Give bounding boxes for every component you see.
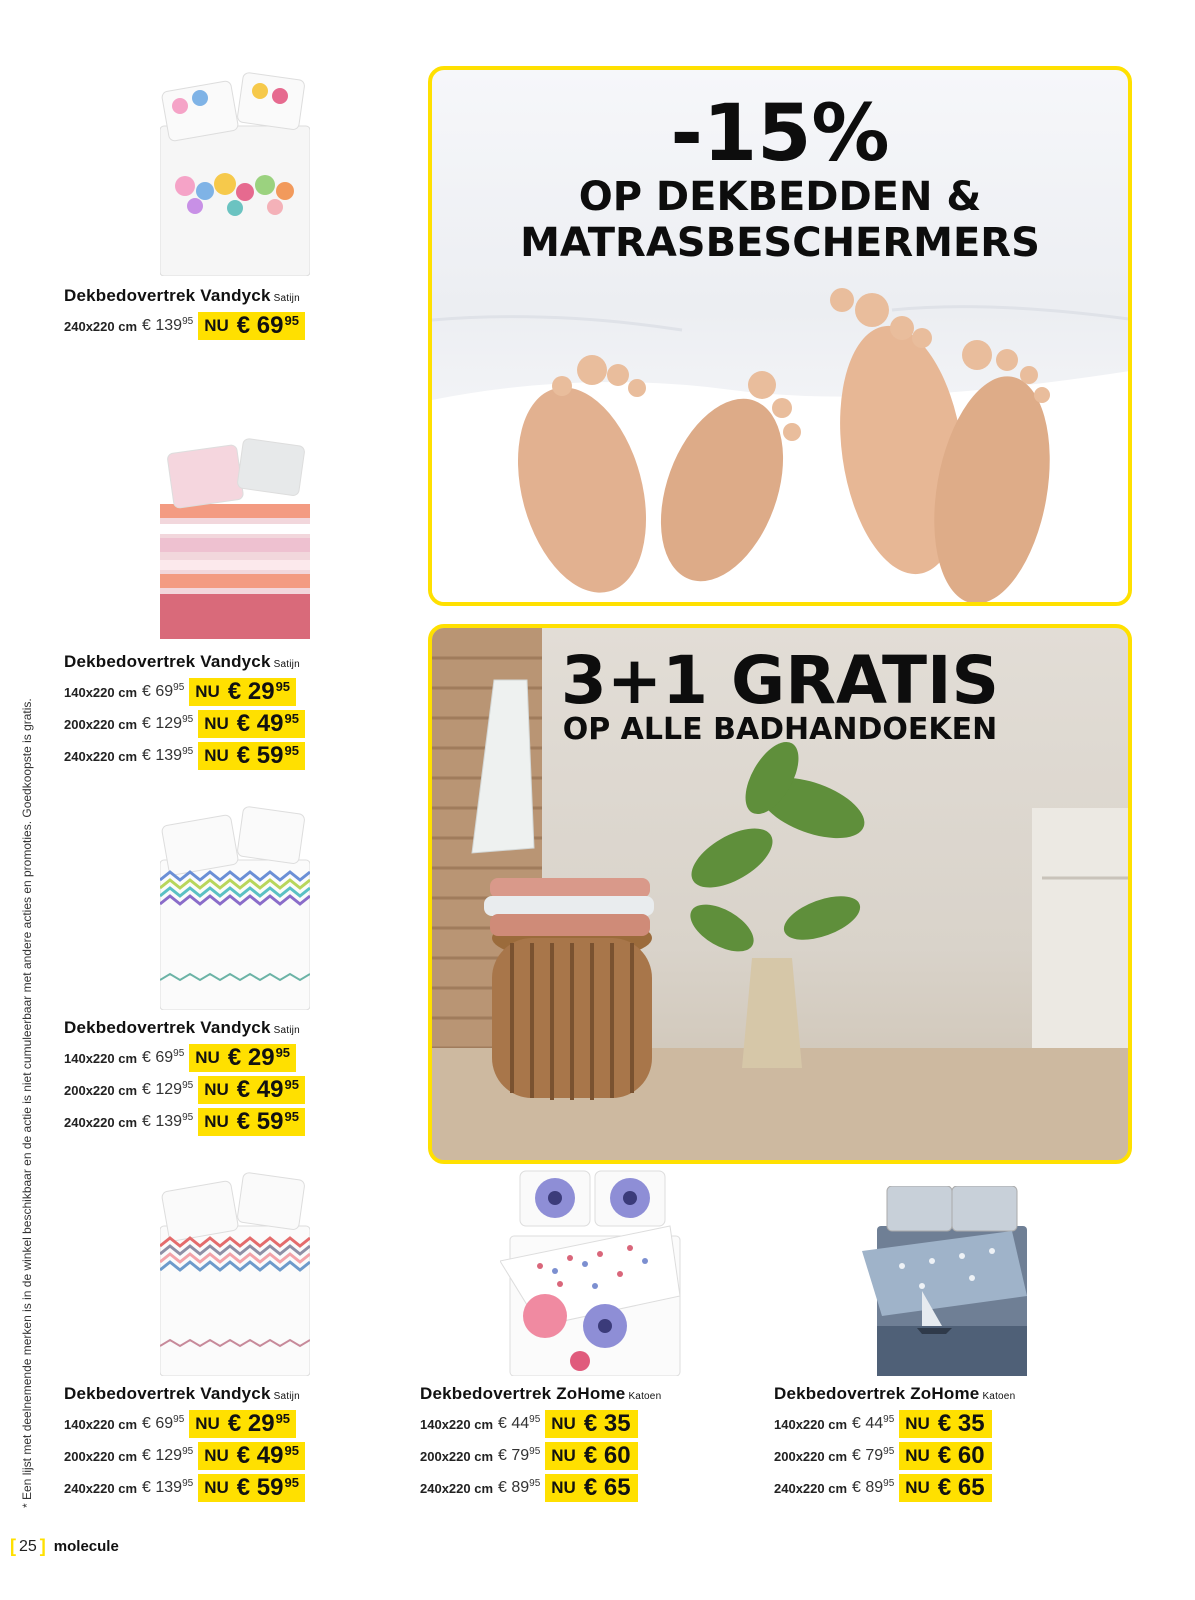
size-label: 240x220 cm xyxy=(64,1114,138,1130)
price-row xyxy=(64,1044,296,1072)
old-price: € $44^{95}$ xyxy=(852,1414,895,1432)
price-row xyxy=(64,1108,305,1136)
old-price: € $44^{95}$ xyxy=(498,1414,541,1432)
price-row xyxy=(774,1442,992,1470)
promo2-offer: 3+1 GRATIS xyxy=(560,642,1000,719)
old-price: € $69^{95}$ xyxy=(142,1048,185,1066)
size-label: 140x220 cm xyxy=(64,1416,138,1432)
price-row xyxy=(64,742,305,770)
new-price-tag: NU € 49 95 xyxy=(198,710,305,738)
bracket-close-icon: ] xyxy=(39,1536,46,1556)
old-price: € $79^{95}$ xyxy=(498,1446,541,1464)
brand-name: molecule xyxy=(53,1538,119,1555)
old-price: € $139^{95}$ xyxy=(142,316,194,334)
page-number: 25 xyxy=(19,1537,37,1555)
new-price-tag: NU € 29 95 xyxy=(189,1410,296,1438)
price-row xyxy=(420,1410,638,1438)
promo1-line3: MATRASBESCHERMERS xyxy=(520,220,1040,266)
price-row xyxy=(64,678,296,706)
new-price-tag: NU € 49 95 xyxy=(198,1442,305,1470)
new-price-tag: NU € 60 xyxy=(899,1442,991,1470)
price-row xyxy=(420,1442,638,1470)
new-price-tag: NU € 65 xyxy=(899,1474,991,1502)
product-title: Dekbedovertrek Vandyck Satijn xyxy=(64,286,300,305)
price-row xyxy=(64,1076,305,1104)
old-price: € $69^{95}$ xyxy=(142,682,185,700)
size-label: 240x220 cm xyxy=(64,318,138,334)
duvet-cover-poppies-image xyxy=(500,1166,690,1376)
product-title: Dekbedovertrek Vandyck Satijn xyxy=(64,652,300,671)
price-row xyxy=(774,1474,992,1502)
size-label: 200x220 cm xyxy=(774,1448,848,1464)
new-price-tag: NU € 59 95 xyxy=(198,1108,305,1136)
duvet-cover-zigzag-red-image xyxy=(160,1166,310,1376)
size-label: 140x220 cm xyxy=(420,1416,494,1432)
new-price-tag: NU € 65 xyxy=(545,1474,637,1502)
duvet-cover-sailing-image xyxy=(862,1186,1032,1376)
size-label: 240x220 cm xyxy=(774,1480,848,1496)
old-price: € $139^{95}$ xyxy=(142,746,194,764)
promo1-discount: -15% xyxy=(670,89,890,179)
new-price-tag: NU € 29 95 xyxy=(189,1044,296,1072)
old-price: € $129^{95}$ xyxy=(142,1446,194,1464)
new-price-tag: NU € 35 xyxy=(545,1410,637,1438)
old-price: € $79^{95}$ xyxy=(852,1446,895,1464)
promo1-line2: OP DEKBEDDEN & xyxy=(578,174,982,220)
new-price-tag: NU € 59 95 xyxy=(198,742,305,770)
size-label: 200x220 cm xyxy=(420,1448,494,1464)
price-row xyxy=(64,1442,305,1470)
old-price: € $129^{95}$ xyxy=(142,714,194,732)
promo-banner-dekbedden xyxy=(428,66,1132,606)
size-label: 140x220 cm xyxy=(774,1416,848,1432)
new-price-tag: NU € 35 xyxy=(899,1410,991,1438)
duvet-cover-zigzag-green-image xyxy=(160,800,310,1010)
old-price: € $89^{95}$ xyxy=(852,1478,895,1496)
size-label: 240x220 cm xyxy=(64,1480,138,1496)
product-title: Dekbedovertrek ZoHome Katoen xyxy=(420,1384,662,1403)
old-price: € $139^{95}$ xyxy=(142,1478,194,1496)
price-row xyxy=(64,312,305,340)
price-row xyxy=(64,1410,296,1438)
price-row xyxy=(64,710,305,738)
old-price: € $89^{95}$ xyxy=(498,1478,541,1496)
size-label: 200x220 cm xyxy=(64,716,138,732)
new-price-tag: NU € 60 xyxy=(545,1442,637,1470)
disclaimer-text: * Een lijst met deelnemende merken is in de winkel beschikbaar en de actie is niet cumuleerbaar met andere acties en promoties. Goedkoopste is gratis. xyxy=(20,698,34,1508)
new-price-tag: NU € 49 95 xyxy=(198,1076,305,1104)
bracket-open-icon: [ xyxy=(10,1536,16,1556)
size-label: 240x220 cm xyxy=(64,748,138,764)
size-label: 240x220 cm xyxy=(420,1480,494,1496)
product-title: Dekbedovertrek Vandyck Satijn xyxy=(64,1018,300,1037)
price-row xyxy=(774,1410,992,1438)
new-price-tag: NU € 69 95 xyxy=(198,312,305,340)
price-row xyxy=(420,1474,638,1502)
new-price-tag: NU € 29 95 xyxy=(189,678,296,706)
promo2-subline: OP ALLE BADHANDOEKEN xyxy=(562,712,998,747)
size-label: 200x220 cm xyxy=(64,1448,138,1464)
size-label: 200x220 cm xyxy=(64,1082,138,1098)
duvet-cover-stripes-image xyxy=(160,434,310,639)
new-price-tag: NU € 59 95 xyxy=(198,1474,305,1502)
old-price: € $129^{95}$ xyxy=(142,1080,194,1098)
duvet-cover-floral-image xyxy=(160,66,310,276)
product-title: Dekbedovertrek Vandyck Satijn xyxy=(64,1384,300,1403)
price-row xyxy=(64,1474,305,1502)
product-title: Dekbedovertrek ZoHome Katoen xyxy=(774,1384,1016,1403)
old-price: € $69^{95}$ xyxy=(142,1414,185,1432)
promo-banner-badhandoeken xyxy=(428,624,1132,1164)
size-label: 140x220 cm xyxy=(64,684,138,700)
old-price: € $139^{95}$ xyxy=(142,1112,194,1130)
page-footer xyxy=(10,1536,119,1557)
size-label: 140x220 cm xyxy=(64,1050,138,1066)
